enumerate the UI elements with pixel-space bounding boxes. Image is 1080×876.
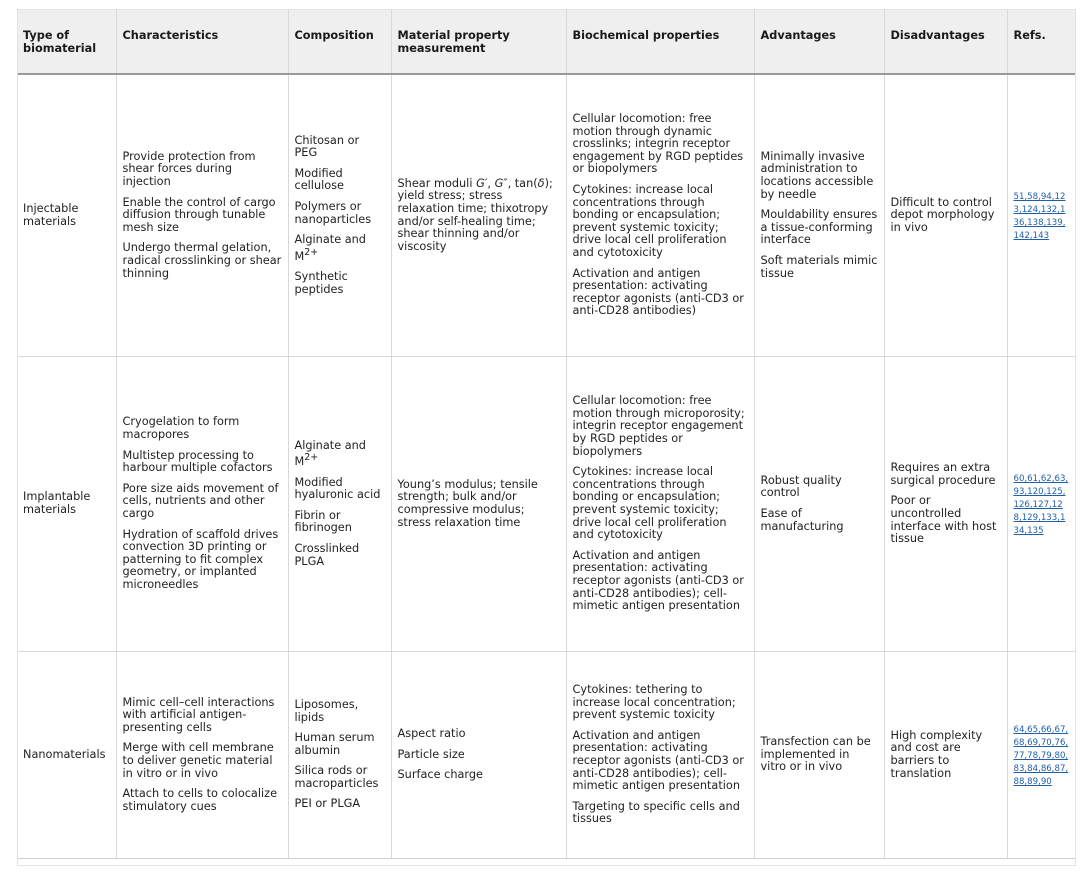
table-row-implantable: [17, 357, 1076, 652]
composition-item: Crosslinked PLGA: [294, 542, 360, 568]
characteristic-item: Hydration of scaffold drives convection 3D printing or patterning to fit complex geometry, or implanted microneedles: [122, 527, 279, 591]
biomaterials-table: [17, 9, 1076, 859]
biochemical-item: Cytokines: increase local concentrations through bonding or encapsulation; prevent systemic toxicity; drive local cell proliferation and cytotoxicity: [572, 183, 727, 259]
cell-composition: [288, 74, 391, 357]
composition-text: Alginate and M: [294, 233, 366, 263]
composition-item: Polymers or nanoparticles: [294, 200, 372, 226]
advantage-item: Transfection can be implemented in vitro or in vivo: [760, 735, 871, 774]
biomaterials-table-container: [17, 9, 1076, 859]
cell-measurement: [391, 74, 566, 357]
measurement-symbol: G′: [476, 176, 488, 190]
cell-refs: [1007, 357, 1076, 652]
measurement-text: [398, 177, 553, 253]
type-label: Nanomaterials: [23, 747, 106, 761]
header-disadvantages: Disadvantages: [884, 9, 1007, 74]
refs-link[interactable]: 51,58,94,123,124,132,136,138,139,142,143: [1013, 191, 1066, 241]
cell-characteristics: [116, 74, 288, 357]
composition-item: PEI or PLGA: [294, 797, 361, 811]
characteristic-item: Multistep processing to harbour multiple cofactors: [122, 448, 273, 475]
biochemical-item: Cellular locomotion: free motion through microporosity; integrin receptor engagement by RGD peptides or biopolymers: [572, 394, 745, 458]
measurement-item: Aspect ratio: [397, 727, 466, 741]
cell-type: [17, 357, 116, 652]
cell-composition: [288, 652, 391, 859]
measurement-symbol: δ: [537, 176, 545, 190]
measurement-item: Surface charge: [397, 768, 483, 782]
biochemical-item: Cytokines: tethering to increase local concentration; prevent systemic toxicity: [572, 683, 736, 722]
composition-item: [295, 234, 385, 263]
cell-characteristics: [116, 357, 288, 652]
cell-characteristics: [116, 652, 288, 859]
disadvantage-item: Poor or uncontrolled interface with host tissue: [890, 494, 997, 546]
composition-item: Human serum albumin: [294, 731, 375, 757]
disadvantage-item: High complexity and cost are barriers to translation: [890, 728, 983, 780]
characteristic-item: Provide protection from shear forces during injection: [122, 149, 256, 189]
composition-item: Liposomes, lipids: [294, 697, 359, 724]
cell-type: [17, 74, 116, 357]
disadvantage-item: Requires an extra surgical procedure: [890, 461, 996, 487]
advantage-item: Soft materials mimic tissue: [760, 253, 878, 280]
biochemical-item: Cytokines: increase local concentrations through bonding or encapsulation; prevent systemic toxicity; drive local cell proliferation and cytotoxicity: [572, 465, 727, 542]
composition-item: Synthetic peptides: [294, 270, 348, 296]
biochemical-item: Activation and antigen presentation: activating receptor agonists (anti-CD3 or anti-CD28 antibodies): [572, 266, 744, 318]
measurement-part: ); yield stress; stress relaxation time; thixotropy and/or self-healing time; shear thinning and/or viscosity: [397, 176, 553, 253]
composition-item: [295, 440, 385, 469]
header-type: Type of biomaterial: [17, 9, 116, 74]
cell-advantages: [754, 74, 884, 357]
type-label: Implantable materials: [23, 490, 91, 516]
measurement-item: Particle size: [397, 747, 465, 761]
characteristic-item: Mimic cell–cell interactions with artificial antigen-presenting cells: [122, 695, 275, 734]
measurement-text: Young’s modulus; tensile strength; bulk and/or compressive modulus; stress relaxation time: [397, 477, 538, 529]
characteristic-item: Enable the control of cargo diffusion through tunable mesh size: [122, 195, 276, 234]
cell-biochemical: [566, 357, 754, 652]
header-measurement: Material property measurement: [391, 9, 566, 74]
cell-composition: [288, 357, 391, 652]
cell-refs: [1007, 74, 1076, 357]
advantage-item: Robust quality control: [760, 473, 842, 500]
cell-disadvantages: [884, 652, 1007, 859]
disadvantage-item: Difficult to control depot morphology in vivo: [890, 195, 995, 234]
cell-biochemical: [566, 74, 754, 357]
biochemical-item: Targeting to specific cells and tissues: [572, 799, 740, 826]
composition-item: Silica rods or macroparticles: [294, 764, 379, 790]
cell-biochemical: [566, 652, 754, 859]
composition-item: Modified cellulose: [294, 166, 344, 193]
measurement-part: Shear moduli: [397, 176, 477, 190]
header-refs: Refs.: [1007, 9, 1076, 74]
cell-advantages: [754, 652, 884, 859]
header-characteristics: Characteristics: [116, 9, 288, 74]
characteristic-item: Attach to cells to colocalize stimulatory cues: [122, 787, 278, 813]
cell-type: [17, 652, 116, 859]
composition-item: Chitosan or PEG: [294, 133, 360, 160]
cell-measurement: [391, 652, 566, 859]
measurement-part: ,: [487, 176, 495, 190]
header-biochemical: Biochemical properties: [566, 9, 754, 74]
composition-superscript: 2+: [304, 246, 319, 258]
advantage-item: Ease of manufacturing: [760, 507, 844, 533]
header-composition: Composition: [288, 9, 391, 74]
header-advantages: Advantages: [754, 9, 884, 74]
measurement-symbol: G″: [494, 176, 508, 190]
table-header: [17, 9, 1076, 74]
composition-item: Fibrin or fibrinogen: [294, 508, 352, 535]
cell-disadvantages: [884, 357, 1007, 652]
cell-measurement: [391, 357, 566, 652]
header-row: [17, 9, 1076, 74]
cell-advantages: [754, 357, 884, 652]
composition-item: Modified hyaluronic acid: [294, 475, 381, 502]
advantage-item: Mouldability ensures a tissue-conforming interface: [760, 208, 878, 247]
advantage-item: Minimally invasive administration to locations accessible by needle: [760, 149, 874, 201]
characteristic-item: Pore size aids movement of cells, nutrients and other cargo: [122, 481, 279, 520]
characteristic-item: Cryogelation to form macropores: [122, 415, 240, 442]
measurement-part: , tan(: [507, 176, 538, 190]
characteristic-item: Merge with cell membrane to deliver genetic material in vitro or in vivo: [122, 741, 274, 780]
table-row-injectable: [17, 74, 1076, 357]
type-label: Injectable materials: [23, 201, 79, 228]
refs-link[interactable]: 64,65,66,67,68,69,70,76,77,78,79,80,83,84,86,87,88,89,90: [1013, 724, 1069, 787]
cell-disadvantages: [884, 74, 1007, 357]
biochemical-item: Activation and antigen presentation: activating receptor agonists (anti-CD3 or anti-CD28 antibodies); cell-mimetic antigen presentation: [572, 728, 744, 793]
refs-link[interactable]: 60,61,62,63,93,120,125,126,127,128,129,133,134,135: [1013, 473, 1069, 536]
biochemical-item: Activation and antigen presentation: activating receptor agonists (anti-CD3 or anti-CD28 antibodies); cell-mimetic antigen presentation: [572, 548, 744, 613]
characteristic-item: Undergo thermal gelation, radical crosslinking or shear thinning: [122, 241, 282, 280]
composition-text: Alginate and M: [294, 438, 366, 469]
biochemical-item: Cellular locomotion: free motion through dynamic crosslinks; integrin receptor engagement by RGD peptides or biopolymers: [572, 112, 744, 176]
cell-refs: [1007, 652, 1076, 859]
table-row-nanomaterials: [17, 652, 1076, 859]
composition-superscript: 2+: [304, 452, 319, 464]
